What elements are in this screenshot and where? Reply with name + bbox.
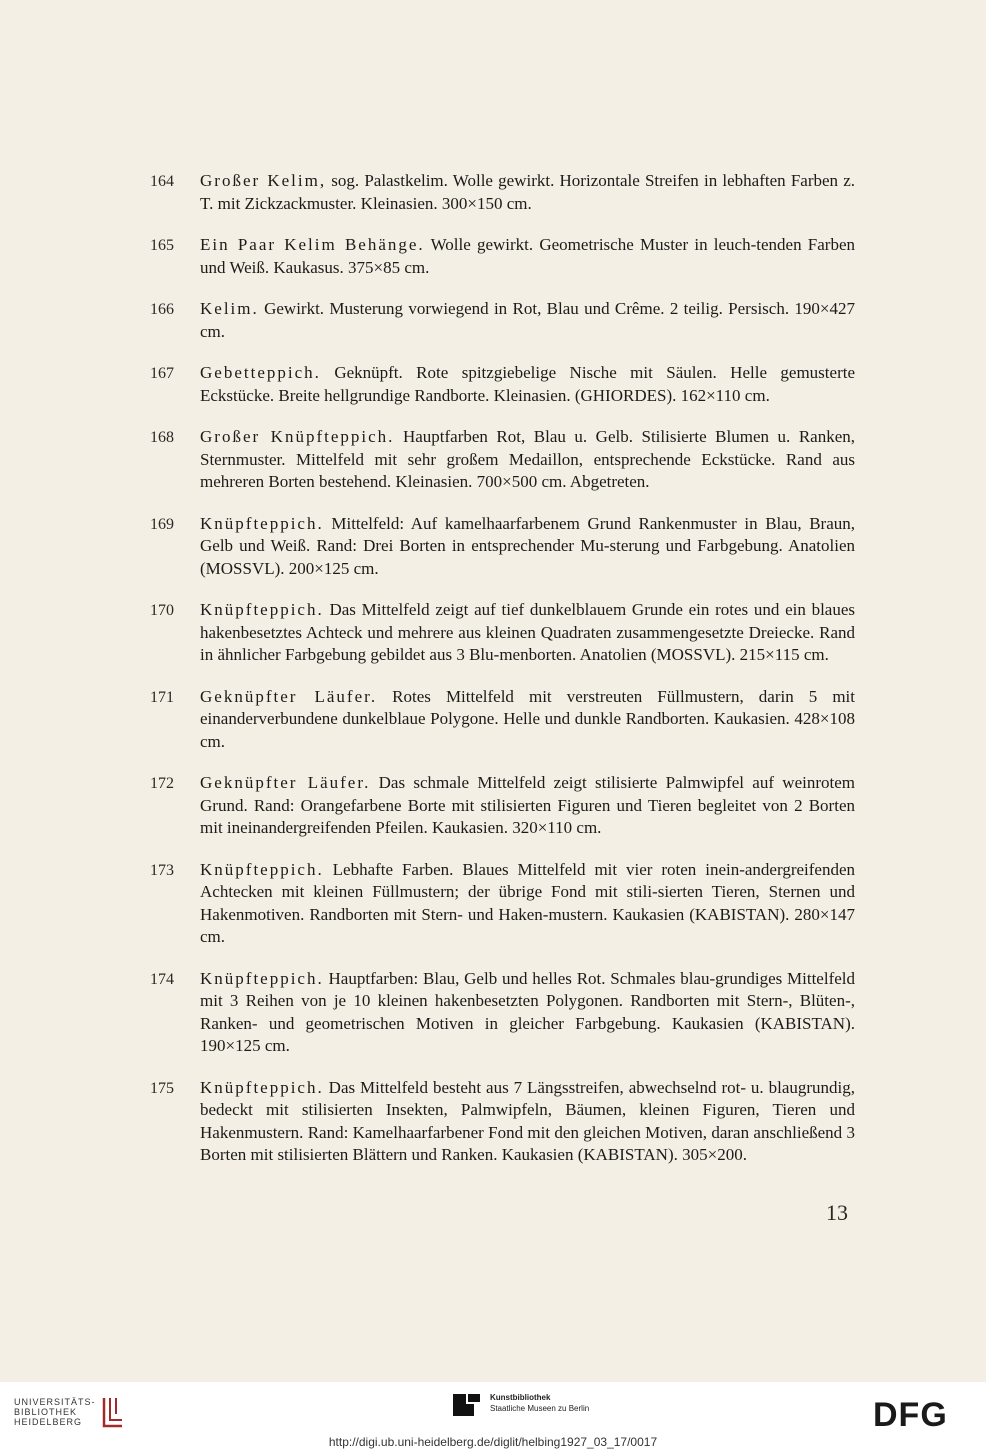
entry-description	[200, 234, 855, 279]
catalog-entry	[150, 513, 855, 581]
entry-title: Kelim.	[200, 299, 259, 318]
university-library-logo[interactable]	[14, 1395, 124, 1429]
entry-title: Gebetteppich.	[200, 363, 321, 382]
entry-description	[200, 298, 855, 343]
kunstbibliothek-logo[interactable]	[452, 1392, 589, 1418]
entry-number: 164	[150, 173, 174, 190]
catalog-entry	[150, 599, 855, 667]
entry-title: Knüpfteppich.	[200, 1077, 324, 1097]
catalog-entry	[150, 170, 855, 215]
catalog-entries	[150, 170, 855, 1186]
entry-body: Lebhafte Farben. Blaues Mittelfeld mit vier roten inein-andergreifenden Achtecken mit kleinen Füllmustern; der übrige Fond mit stili-sierten Tieren, Sternen und Hakenmotiven. Randborten mit Stern- und Haken-mustern. Kaukasien (KABISTAN). 280×147 cm.	[200, 859, 856, 946]
entry-description	[200, 362, 855, 407]
entry-title: Knüpfteppich.	[200, 513, 324, 533]
entry-number: 170	[150, 602, 174, 619]
entry-body: Geknüpft. Rote spitzgiebelige Nische mit Säulen. Helle gemusterte Eckstücke. Breite hellgrundige Randborte. Kleinasien. (GHIORDES). 162×110 cm.	[200, 363, 855, 405]
university-seal-icon	[102, 1395, 124, 1429]
entry-number: 168	[150, 429, 174, 446]
catalog-entry	[150, 1077, 855, 1167]
catalog-entry	[150, 772, 855, 840]
entry-body: Wolle gewirkt. Geometrische Muster in leuch-tenden Farben und Weiß. Kaukasus. 375×85 cm.	[200, 235, 855, 277]
entry-number: 169	[150, 515, 174, 533]
entry-body: Das Mittelfeld besteht aus 7 Längsstreifen, abwechselnd rot- u. blaugrundig, bedeckt mit stilisierten Insekten, Palmwipfeln, Bäumen, kleinen Figuren, Tieren und Hakenmustern. Rand: Kamelhaarfarbener Fond mit den gleichen Motiven, daran anschließend 3 Borten mit stilisierten Blättern und Ranken. Kaukasien (KABISTAN). 305×200.	[200, 1077, 855, 1164]
kunstbibliothek-icon	[452, 1392, 482, 1418]
entry-description	[200, 968, 855, 1058]
entry-number: 171	[150, 688, 174, 706]
entry-title: Geknüpfter Läufer.	[200, 686, 378, 706]
entry-description	[200, 513, 855, 581]
entry-body: Hauptfarben Rot, Blau u. Gelb. Stilisierte Blumen u. Ranken, Sternmuster. Mittelfeld mit sehr großem Medaillon, entsprechende Eckstücke. Rand aus mehreren Borten bestehend. Kleinasien. 700×500 cm. Abgetreten.	[200, 427, 855, 491]
catalog-entry	[150, 859, 855, 949]
entry-title: Knüpfteppich.	[200, 600, 324, 619]
entry-number: 172	[150, 775, 174, 792]
entry-number: 174	[150, 970, 174, 988]
entry-title: Knüpfteppich.	[200, 859, 324, 879]
entry-body: Rotes Mittelfeld mit verstreuten Füllmustern, darin 5 mit einanderverbundene dunkelblaue Polygone. Helle und dunkle Randborten. Kaukasien. 428×108 cm.	[200, 686, 855, 751]
entry-description	[200, 426, 855, 494]
entry-description	[200, 1077, 855, 1167]
entry-body: Gewirkt. Musterung vorwiegend in Rot, Blau und Crême. 2 teilig. Persisch. 190×427 cm.	[200, 299, 856, 341]
catalog-entry	[150, 968, 855, 1058]
entry-description	[200, 686, 855, 754]
catalog-entry	[150, 234, 855, 279]
entry-number: 175	[150, 1079, 174, 1097]
entry-body: Mittelfeld: Auf kamelhaarfarbenem Grund Rankenmuster in Blau, Braun, Gelb und Weiß. Rand: Drei Borten in entsprechender Mu-sterung und Farbgebung. Anatolien (MOSSVL). 200×125 cm.	[200, 513, 855, 578]
entry-title: Ein Paar Kelim Behänge.	[200, 235, 425, 254]
catalog-entry	[150, 426, 855, 494]
catalog-entry	[150, 686, 855, 754]
entry-title: Großer Knüpfteppich.	[200, 427, 395, 446]
entry-body: Das schmale Mittelfeld zeigt stilisierte Palmwipfel auf weinrotem Grund. Rand: Orangefarbene Borte mit stilisierten Figuren und Tieren begleitet von 2 Borten mit ineinandergreifenden Pfeilen. Kaukasien. 320×110 cm.	[200, 773, 856, 837]
entry-description	[200, 170, 855, 215]
entry-title: Knüpfteppich.	[200, 968, 324, 988]
catalog-entry	[150, 362, 855, 407]
entry-number: 166	[150, 301, 174, 318]
entry-description	[200, 772, 855, 840]
footer-bar	[0, 1382, 986, 1452]
page-number: 13	[826, 1200, 848, 1225]
catalog-entry	[150, 298, 855, 343]
kunstbibliothek-text: Kunstbibliothek Staatliche Museen zu Berlin	[490, 1393, 590, 1413]
entry-description	[200, 859, 855, 949]
entry-body: Das Mittelfeld zeigt auf tief dunkelblauem Grunde ein rotes und ein blaues hakenbesetztes Achteck und mehrere aus kleinen Quadraten zusammengesetzte Dreiecke. Rand in ähnlicher Farbgebung gebildet aus 3 Blu-menborten. Anatolien (MOSSVL). 215×115 cm.	[200, 600, 856, 664]
entry-body: Hauptfarben: Blau, Gelb und helles Rot. Schmales blau-grundiges Mittelfeld mit 3 Reihen von je 10 kleinen hakenbesetzten Polygonen. Randborten mit Stern-, Blüten-, Ranken- und geometrischen Motiven in gleicher Farbgebung. Kaukasien (KABISTAN). 190×125 cm.	[200, 968, 855, 1055]
entry-title: Großer Kelim,	[200, 171, 327, 190]
entry-description	[200, 599, 855, 667]
university-library-name: UNIVERSITÄTS- BIBLIOTHEK HEIDELBERG	[14, 1397, 96, 1427]
dfg-logo[interactable]: DFG	[873, 1396, 948, 1434]
entry-number: 165	[150, 237, 174, 254]
source-url-link[interactable]: http://digi.ub.uni-heidelberg.de/diglit/helbing1927_03_17/0017	[328, 1435, 658, 1449]
entry-number: 167	[150, 365, 174, 382]
entry-number: 173	[150, 861, 174, 879]
entry-title: Geknüpfter Läufer.	[200, 773, 371, 792]
entry-body: sog. Palastkelim. Wolle gewirkt. Horizontale Streifen in lebhaften Farben z. T. mit Zickzackmuster. Kleinasien. 300×150 cm.	[200, 171, 856, 213]
